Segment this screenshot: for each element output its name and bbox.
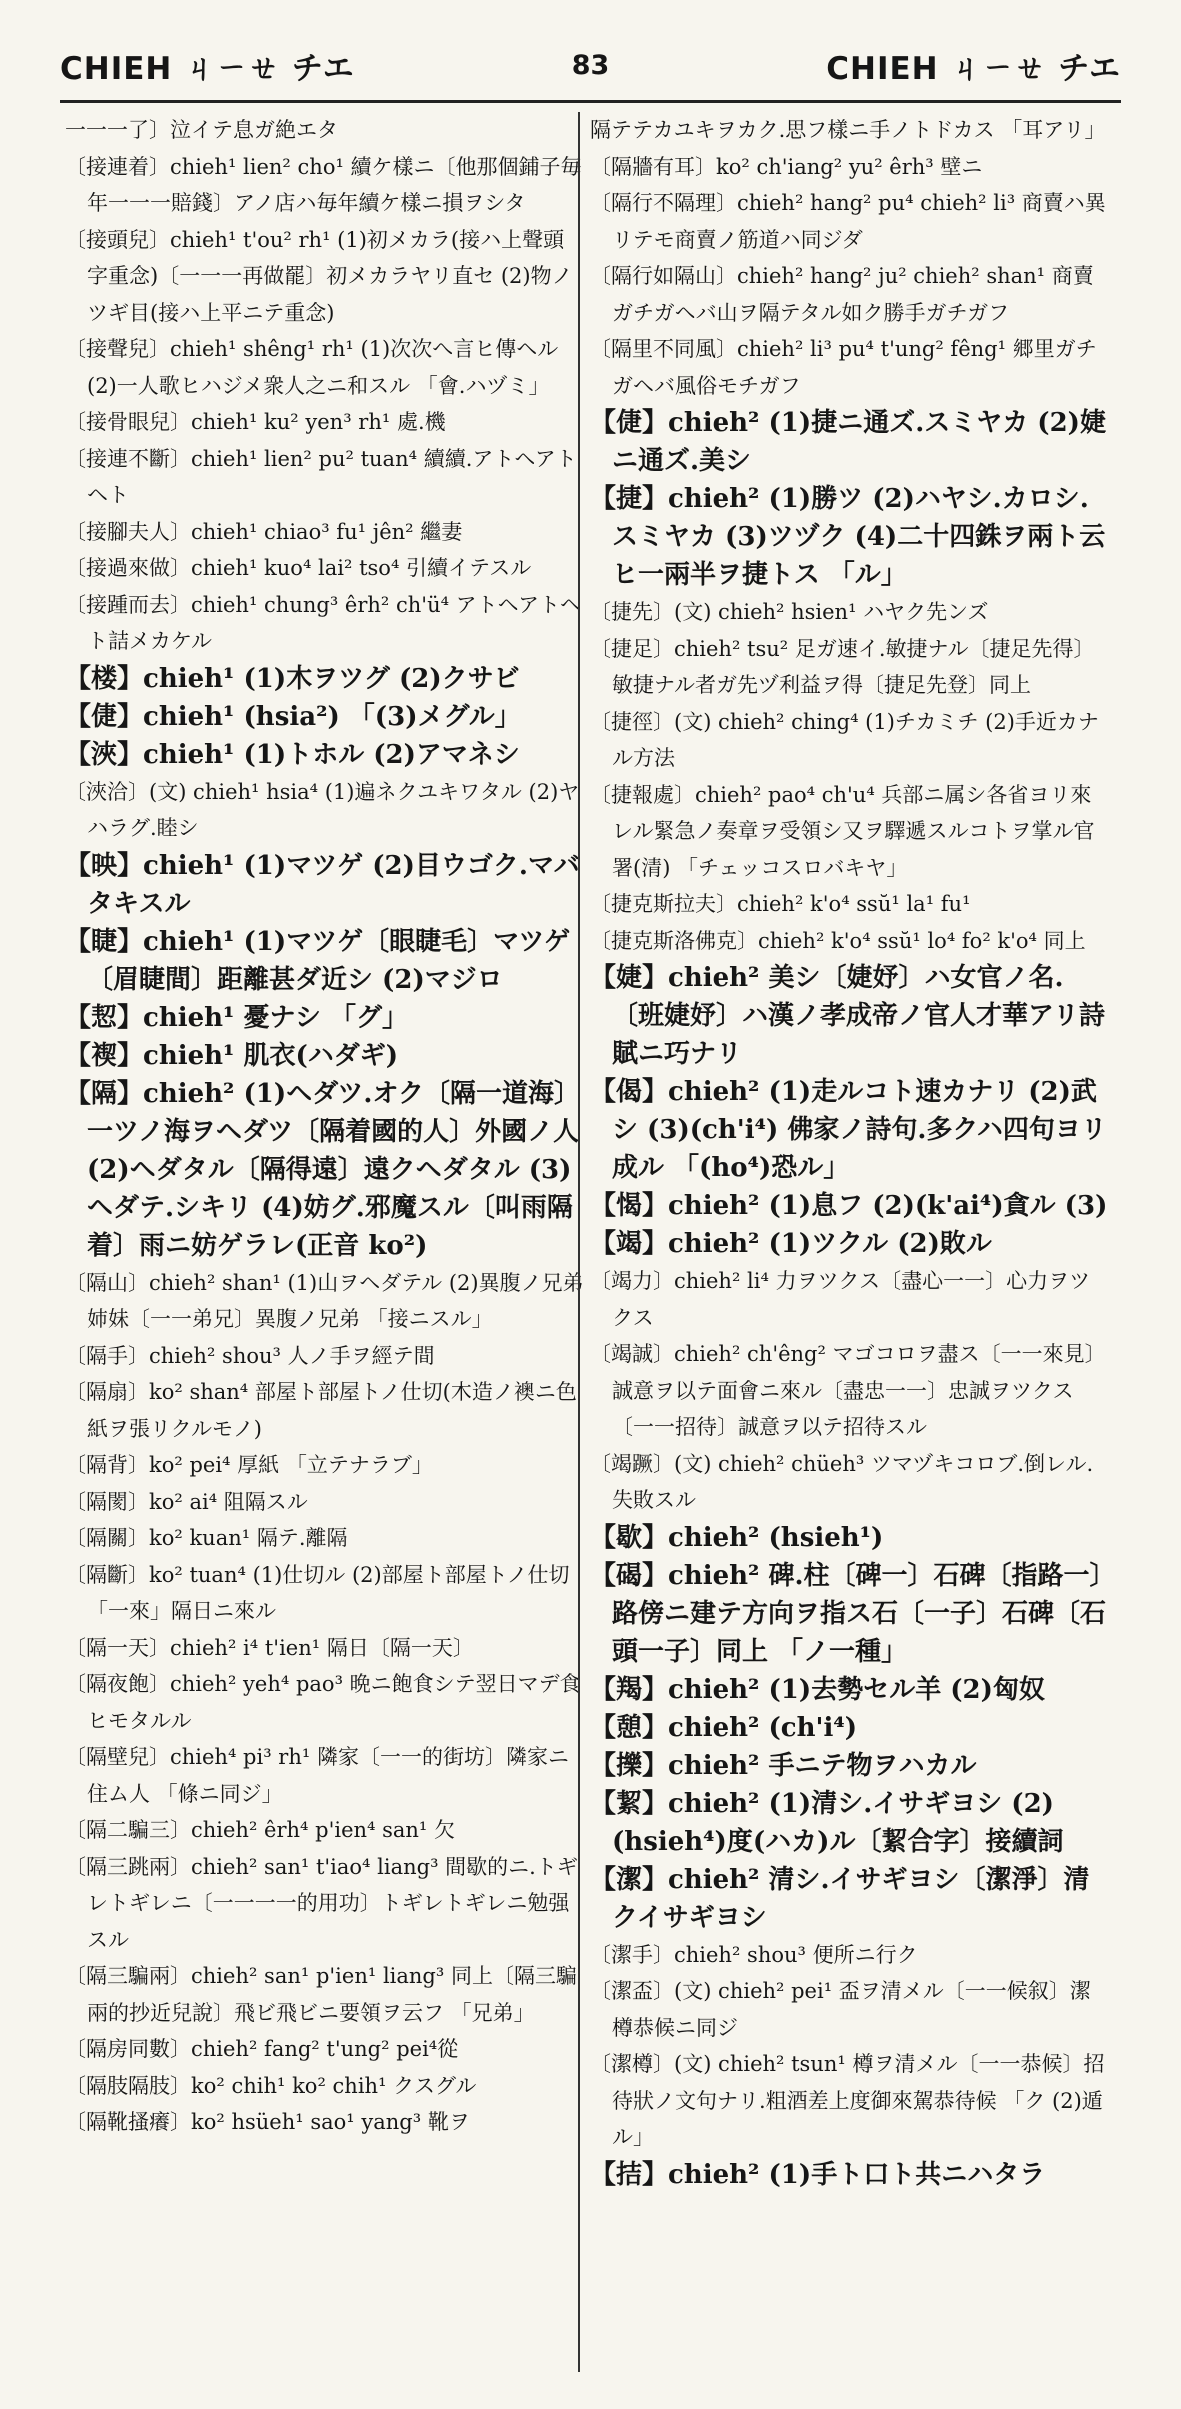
dictionary-headword-entry: 【愒】chieh² (1)息フ (2)(k'ai⁴)貪ル (3) (590, 1191, 1108, 1221)
dictionary-compound-entry: 〔竭誠〕chieh² ch'êng² マゴコロヲ盡ス〔一一來見〕誠意ヲ以テ面會ニ來ル〔盡忠一一〕忠誠ヲツクス〔一一招待〕誠意ヲ以テ招待スル (590, 1342, 1106, 1439)
dictionary-headword-entry: 【竭】chieh² (1)ツクル (2)敗ル (590, 1229, 992, 1259)
dictionary-headword-entry: 【碣】chieh² 碑.柱〔碑一〕石碑〔指路一〕路傍ニ建テ方向ヲ指ス石〔一子〕石碑〔石頭一子〕同上 「ノ一種」 (590, 1560, 1107, 1667)
dictionary-compound-entry: 〔接腳夫人〕chieh¹ chiao³ fu¹ jên² 繼妻 (65, 519, 463, 544)
dictionary-headword-entry: 【偈】chieh² (1)走ルコト速カナリ (2)武シ (3)(ch'i⁴) 佛家ノ詩句.多クハ四句ヨリ成ル 「(ho⁴)恐ル」 (590, 1077, 1107, 1183)
header-right-title: CHIEH ㄐㄧㄝ チエ (826, 50, 1121, 87)
dictionary-headword-entry: 【楼】chieh¹ (1)木ヲツグ (2)クサビ (65, 663, 520, 694)
header-left-title: CHIEH ㄐㄧㄝ チエ (60, 50, 355, 87)
dictionary-compound-entry: 〔隔肢隔肢〕ko² chih¹ ko² chih¹ クスグル (65, 2073, 477, 2098)
dictionary-compound-entry: 〔接連着〕chieh¹ lien² cho¹ 續ケ樣ニ〔他那個鋪子毎年一一一賠錢〕アノ店ハ毎年續ケ樣ニ損ヲシタ (65, 154, 582, 215)
dictionary-headword-entry: 【恝】chieh¹ 憂ナシ 「グ」 (65, 1002, 409, 1033)
dictionary-compound-entry: 〔隔斷〕ko² tuan⁴ (1)仕切ル (2)部屋ト部屋トノ仕切 「一來」隔日ニ來ル (65, 1562, 570, 1623)
dictionary-compound-entry: 〔接踵而去〕chieh¹ chung³ êrh² ch'ü⁴ アトヘアトヘト詰メカケル (65, 592, 582, 653)
dictionary-headword-entry: 【羯】chieh² (1)去勢セル羊 (2)匈奴 (590, 1674, 1045, 1705)
dictionary-compound-entry: 〔隔夜飽〕chieh² yeh⁴ pao³ 晩ニ飽食シテ翌日マデ食ヒモタルル (65, 1672, 581, 1733)
dictionary-compound-entry: 〔隔三騙兩〕chieh² san¹ p'ien¹ liang³ 同上〔隔三騙兩的抄近兒說〕飛ビ飛ビニ要領ヲ云フ 「兄弟」 (65, 1964, 577, 2025)
dictionary-compound-entry: 〔接頭兒〕chieh¹ t'ou² rh¹ (1)初メカラ(接ハ上聲頭字重念)〔一一一再做罷〕初メカラヤリ直セ (2)物ノツギ目(接ハ上平ニテ重念) (65, 227, 573, 325)
page-header (60, 30, 1121, 100)
dictionary-headword-entry: 【拮】chieh² (1)手ト口ト共ニハタラ (590, 2159, 1046, 2190)
dictionary-headword-entry: 【婕】chieh² 美シ〔婕妤〕ハ女官ノ名.〔班婕妤〕ハ漢ノ孝成帝ノ官人才華アリ詩賦ニ巧ナリ (590, 963, 1105, 1069)
dictionary-compound-entry: 〔潔樽〕(文) chieh² tsun¹ 樽ヲ清メル〔一一恭候〕招待狀ノ文句ナリ.粗酒差上度御來駕恭待候 「ク (2)遁ル」 (590, 2052, 1105, 2149)
dictionary-headword-entry: 【隔】chieh² (1)ヘダツ.オク〔隔一道海〕一ツノ海ヲヘダツ〔隔着國的人〕外國ノ人 (2)ヘダタル〔隔得遠〕遠クヘダタル (3)ヘダテ.シキリ (4)妨グ.邪魔スル〔叫雨隔着〕雨ニ妨ゲラレ(正音 ko²) (65, 1078, 580, 1261)
dictionary-compound-entry: 〔捷徑〕(文) chieh² ching⁴ (1)チカミチ (2)手近カナル方法 (590, 709, 1099, 770)
dictionary-compound-entry: 〔隔行如隔山〕chieh² hang² ju² chieh² shan¹ 商賣ガチガヘバ山ヲ隔テタル如ク勝手ガチガフ (590, 264, 1094, 325)
dictionary-headword-entry: 【倢】chieh¹ (hsia²) 「(3)メグル」 (65, 701, 521, 732)
dictionary-compound-entry: 〔潔手〕chieh² shou³ 便所ニ行ク (590, 1942, 918, 1967)
dictionary-compound-entry: 〔隔手〕chieh² shou³ 人ノ手ヲ經テ間 (65, 1343, 435, 1368)
dictionary-compound-entry: 〔隔里不同風〕chieh² li³ pu⁴ t'ung² fêng¹ 郷里ガチガヘバ風俗モチガフ (590, 337, 1097, 398)
dictionary-compound-entry: 〔隔山〕chieh² shan¹ (1)山ヲヘダテル (2)異腹ノ兄弟姉妹〔一一弟兄〕異腹ノ兄弟 「接ニスル」 (65, 1270, 584, 1331)
dictionary-headword-entry: 【倢】chieh² (1)捷ニ通ズ.スミヤカ (2)婕ニ通ズ.美シ (590, 408, 1106, 476)
dictionary-compound-entry: 一一一了〕泣イテ息ガ絶エタ (65, 118, 338, 142)
dictionary-compound-entry: 〔隔一天〕chieh² i⁴ t'ien¹ 隔日〔隔一天〕 (65, 1635, 474, 1660)
dictionary-compound-entry: 〔接連不斷〕chieh¹ lien² pu² tuan⁴ 續續.アトヘアトヘト (65, 446, 577, 507)
dictionary-compound-entry: 〔隔三跳兩〕chieh² san¹ t'iao⁴ liang³ 間歇的ニ.トギレトギレニ〔一一一一的用功〕トギレトギレニ勉强スル (65, 1854, 578, 1952)
dictionary-compound-entry: 〔接過來做〕chieh¹ kuo⁴ lai² tso⁴ 引續イテスル (65, 556, 532, 580)
dictionary-headword-entry: 【褉】chieh¹ 肌衣(ハダギ) (65, 1040, 399, 1071)
dictionary-compound-entry: 〔隔行不隔理〕chieh² hang² pu⁴ chieh² li³ 商賣ハ異リテモ商賣ノ筋道ハ同ジダ (590, 191, 1106, 252)
dictionary-compound-entry: 〔接骨眼兒〕chieh¹ ku² yen³ rh¹ 處.機 (65, 410, 446, 434)
dictionary-compound-entry: 隔テテカユキヲカク.思フ樣ニ手ノトドカス 「耳アリ」 (590, 118, 1106, 142)
page-number: 83 (571, 49, 610, 81)
right-column (590, 112, 1110, 2382)
dictionary-headword-entry: 【捷】chieh² (1)勝ツ (2)ハヤシ.カロシ.スミヤカ (3)ツヅク (4)二十四銖ヲ兩ト云ヒ一兩半ヲ捷トス 「ル」 (590, 484, 1106, 590)
column-divider (578, 112, 580, 2372)
dictionary-compound-entry: 〔隔二騙三〕chieh² êrh⁴ p'ien⁴ san¹ 欠 (65, 1818, 456, 1842)
dictionary-headword-entry: 【潔】chieh² 清シ.イサギヨシ〔潔淨〕清クイサギヨシ (590, 1864, 1090, 1933)
dictionary-headword-entry: 【睫】chieh¹ (1)マツゲ〔眼睫毛〕マツゲ〔眉睫間〕距離甚ダ近シ (2)マジロ (65, 926, 571, 995)
dictionary-headword-entry: 【憩】chieh² (ch'i⁴) (590, 1712, 858, 1743)
header-rule (60, 100, 1121, 103)
dictionary-compound-entry: 〔捷先〕(文) chieh² hsien¹ ハヤク先ンズ (590, 600, 989, 624)
dictionary-compound-entry: 〔接聲兒〕chieh¹ shêng¹ rh¹ (1)次次へ言ヒ傳ヘル (2)一人歌ヒハジメ衆人之ニ和スル 「會.ハヅミ」 (65, 337, 559, 398)
dictionary-headword-entry: 【歇】chieh² (hsieh¹) (590, 1522, 884, 1553)
dictionary-compound-entry: 〔隔閡〕ko² ai⁴ 阻隔スル (65, 1489, 308, 1514)
left-column (65, 112, 585, 2382)
dictionary-compound-entry: 〔隔扇〕ko² shan⁴ 部屋ト部屋トノ仕切(木造ノ襖ニ色紙ヲ張リクルモノ) (65, 1380, 577, 1441)
dictionary-headword-entry: 【擽】chieh² 手ニテ物ヲハカル (590, 1750, 977, 1781)
dictionary-compound-entry: 〔隔房同數〕chieh² fang² t'ung² pei⁴從 (65, 2037, 459, 2061)
dictionary-headword-entry: 【絜】chieh² (1)清シ.イサギヨシ (2)(hsieh⁴)度(ハカ)ル〔絜合字〕接續詞 (590, 1788, 1064, 1857)
dictionary-compound-entry: 〔隔背〕ko² pei⁴ 厚紙 「立テナラブ」 (65, 1453, 433, 1477)
dictionary-compound-entry: 〔捷克斯洛佛克〕chieh² k'o⁴ ssŭ¹ lo⁴ fo² k'o⁴ 同上 (590, 928, 1086, 953)
dictionary-compound-entry: 〔捷克斯拉夫〕chieh² k'o⁴ ssŭ¹ la¹ fu¹ (590, 892, 971, 916)
dictionary-compound-entry: 〔隔牆有耳〕ko² ch'iang² yu² êrh³ 壁ニ (590, 154, 983, 179)
dictionary-compound-entry: 〔隔靴搔癢〕ko² hsüeh¹ sao¹ yang³ 靴ヲ (65, 2110, 470, 2134)
dictionary-compound-entry: 〔浹洽〕(文) chieh¹ hsia⁴ (1)遍ネクユキワタル (2)ヤハラグ.睦シ (65, 779, 580, 840)
dictionary-headword-entry: 【浹】chieh¹ (1)トホル (2)アマネシ (65, 739, 520, 770)
dictionary-compound-entry: 〔隔壁兒〕chieh⁴ pi³ rh¹ 隣家〔一一的街坊〕隣家ニ住ム人 「條ニ同ジ」 (65, 1745, 569, 1806)
dictionary-headword-entry: 【映】chieh¹ (1)マツゲ (2)目ウゴク.マバタキスル (65, 850, 580, 919)
dictionary-compound-entry: 〔隔關〕ko² kuan¹ 隔テ.離隔 (65, 1526, 348, 1550)
dictionary-compound-entry: 〔竭力〕chieh² li⁴ 力ヲツクス〔盡心一一〕心力ヲツクス (590, 1269, 1091, 1330)
dictionary-compound-entry: 〔捷報處〕chieh² pao⁴ ch'u⁴ 兵部ニ属シ各省ヨリ來レル緊急ノ奏章ヲ受領シ又ヲ驛遞スルコトヲ掌ル官署(清) 「チェッコスロバキヤ」 (590, 782, 1095, 880)
dictionary-compound-entry: 〔捷足〕chieh² tsu² 足ガ速イ.敏捷ナル〔捷足先得〕敏捷ナル者ガ先ヅ利益ヲ得〔捷足先登〕同上 (590, 636, 1095, 697)
dictionary-compound-entry: 〔竭蹶〕(文) chieh² chüeh³ ツマヅキコロブ.倒レル.失敗スル (590, 1451, 1094, 1512)
dictionary-compound-entry: 〔潔盃〕(文) chieh² pei¹ 盃ヲ清メル〔一一候叙〕潔樽恭候ニ同ジ (590, 1979, 1091, 2040)
